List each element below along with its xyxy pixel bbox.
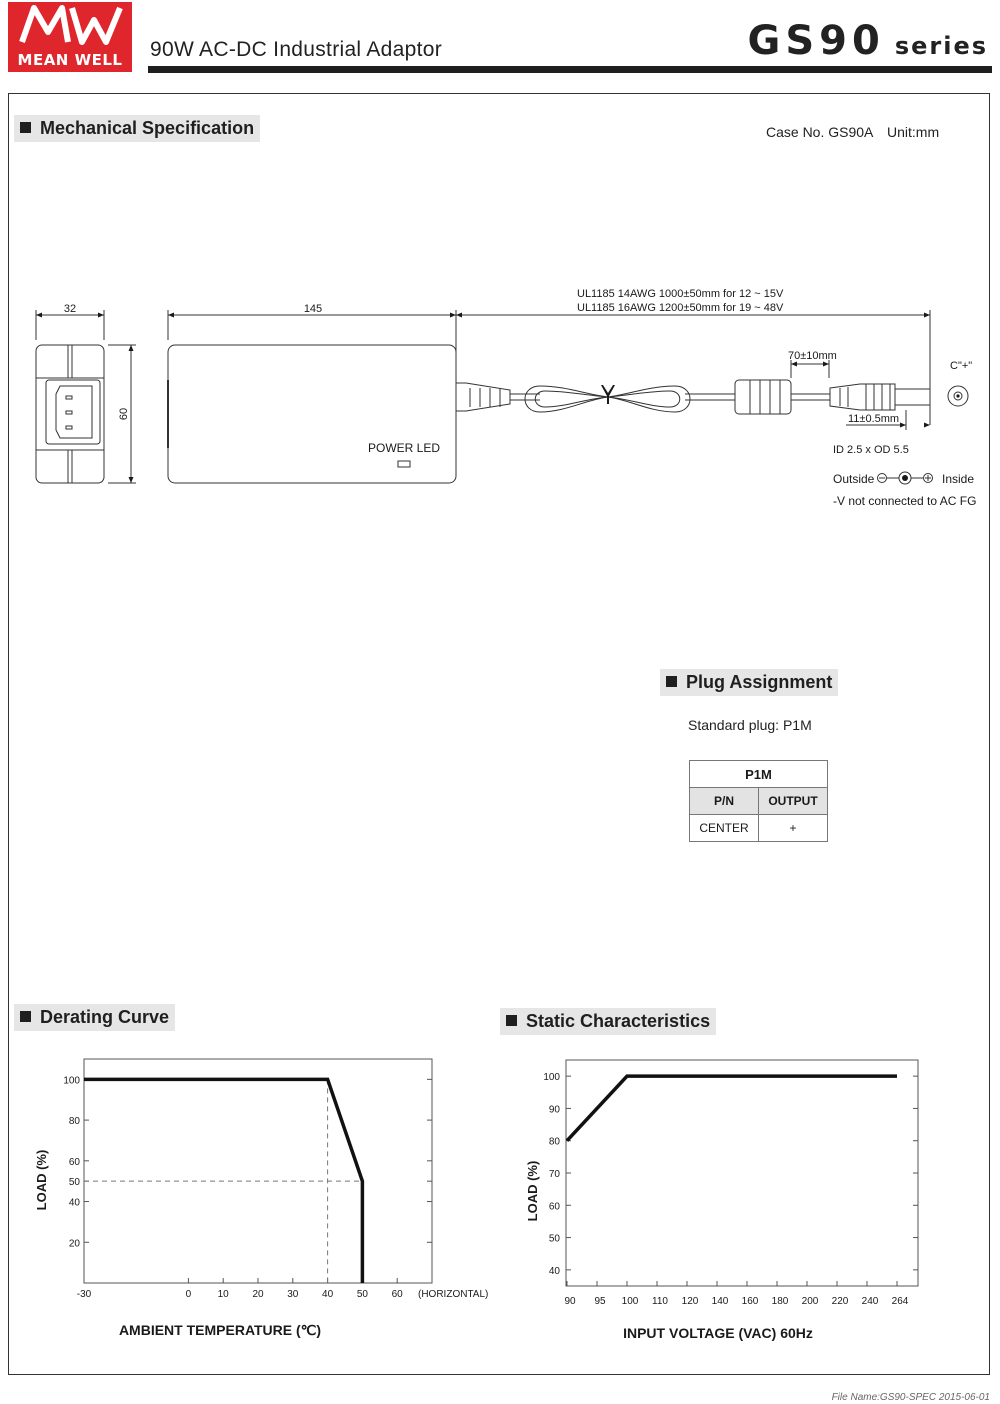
y-tick-label: 50: [548, 1233, 560, 1245]
x-tick-label: 180: [771, 1296, 789, 1307]
x-tick-label: 160: [741, 1296, 759, 1307]
case-number: Case No. GS90A: [766, 124, 874, 140]
plug-dimension-note: ID 2.5 x OD 5.5: [833, 444, 909, 456]
x-axis-label: AMBIENT TEMPERATURE (℃): [118, 1322, 322, 1338]
header-rule: [148, 66, 992, 73]
y-tick-label: 50: [68, 1177, 80, 1189]
x-tick-label: 264: [891, 1296, 909, 1307]
y-tick-label: 90: [548, 1104, 560, 1116]
x-tick-label: 100: [621, 1296, 639, 1307]
dimension-height: 60: [118, 407, 130, 421]
x-tick-label: 220: [831, 1296, 849, 1307]
column-header-pn: P/N: [690, 788, 759, 815]
x-tick-label: 240: [861, 1296, 879, 1307]
x-tick-label: 95: [594, 1296, 606, 1307]
section-title-static-characteristics: Static Characteristics: [500, 1008, 716, 1035]
y-tick-label: 40: [68, 1197, 80, 1209]
y-tick-label: 60: [548, 1201, 560, 1213]
document-subtitle: 90W AC-DC Industrial Adaptor: [150, 38, 443, 61]
y-tick-label: 100: [63, 1075, 80, 1087]
table-title: P1M: [690, 761, 828, 788]
x-tick-label: 0: [185, 1289, 192, 1300]
x-tick-label: -30: [76, 1289, 92, 1300]
x-tick-label: 30: [287, 1289, 299, 1300]
cable-note-14awg: UL1185 14AWG 1000±50mm for 12 ~ 15V: [577, 288, 784, 300]
derating-chart: [0, 1040, 500, 1360]
model-title: [748, 18, 989, 64]
standard-plug-note: Standard plug: P1M: [688, 717, 812, 733]
logo-text: MEAN WELL: [17, 51, 123, 69]
plot-frame: [566, 1060, 918, 1286]
static-series-line: [567, 1076, 897, 1141]
x-tick-label: 10: [217, 1289, 229, 1300]
dimension-length: 145: [303, 303, 323, 315]
y-tick-label: 40: [548, 1265, 560, 1277]
cell-output: +: [759, 815, 828, 842]
power-led-label: POWER LED: [368, 441, 441, 455]
unit-label: Unit:mm: [887, 124, 940, 140]
square-bullet-icon: [506, 1015, 517, 1026]
x-tick-label: 20: [252, 1289, 264, 1300]
polarity-outside: Outside: [833, 472, 875, 486]
x-tick-label: 200: [801, 1296, 819, 1307]
mw-logo-icon: [8, 2, 132, 48]
dimension-width: 32: [63, 303, 77, 315]
cable-note-16awg: UL1185 16AWG 1200±50mm for 19 ~ 48V: [577, 302, 784, 314]
y-axis-label: LOAD (%): [34, 1149, 49, 1211]
file-name-footer: File Name:GS90-SPEC 2015-06-01: [831, 1392, 990, 1403]
y-tick-label: 60: [68, 1156, 80, 1168]
square-bullet-icon: [666, 676, 677, 687]
dimension-ferrite-distance: 70±10mm: [788, 350, 837, 362]
section-title-plug-assignment: Plug Assignment: [660, 669, 838, 696]
y-tick-label: 20: [68, 1238, 80, 1250]
y-tick-label: 70: [548, 1169, 560, 1180]
plot-frame: [84, 1059, 432, 1283]
static-chart: [500, 1040, 1000, 1360]
x-axis-suffix: (HORIZONTAL): [418, 1289, 489, 1300]
dimension-plug-length: 11±0.5mm: [848, 413, 900, 425]
x-tick-label: 40: [322, 1289, 334, 1300]
x-axis-label: INPUT VOLTAGE (VAC) 60Hz: [623, 1325, 813, 1341]
x-tick-label: 120: [681, 1296, 699, 1307]
x-tick-label: 50: [356, 1289, 368, 1300]
section-title-mechanical: Mechanical Specification: [14, 115, 260, 142]
table-row: [690, 815, 828, 842]
mechanical-drawing: [0, 280, 1000, 520]
y-tick-label: 100: [543, 1072, 560, 1084]
plug-assignment-table: [689, 760, 828, 842]
mean-well-logo: [8, 2, 132, 72]
fg-note: -V not connected to AC FG: [833, 494, 977, 508]
plug-end-label: C"+": [950, 360, 973, 372]
model-name: GS90: [747, 18, 885, 64]
y-tick-label: 80: [548, 1136, 560, 1148]
y-tick-label: 80: [68, 1116, 80, 1128]
square-bullet-icon: [20, 1011, 31, 1022]
x-tick-label: 110: [652, 1296, 668, 1307]
section-title-derating-curve: Derating Curve: [14, 1004, 175, 1031]
column-header-output: OUTPUT: [759, 788, 828, 815]
x-tick-label: 90: [564, 1296, 576, 1307]
cell-pn: CENTER: [690, 815, 759, 842]
series-word: series: [894, 32, 988, 60]
x-tick-label: 60: [391, 1289, 403, 1300]
polarity-inside: Inside: [942, 472, 975, 486]
square-bullet-icon: [20, 122, 31, 133]
y-axis-label: LOAD (%): [525, 1160, 540, 1222]
x-tick-label: 140: [711, 1296, 729, 1307]
